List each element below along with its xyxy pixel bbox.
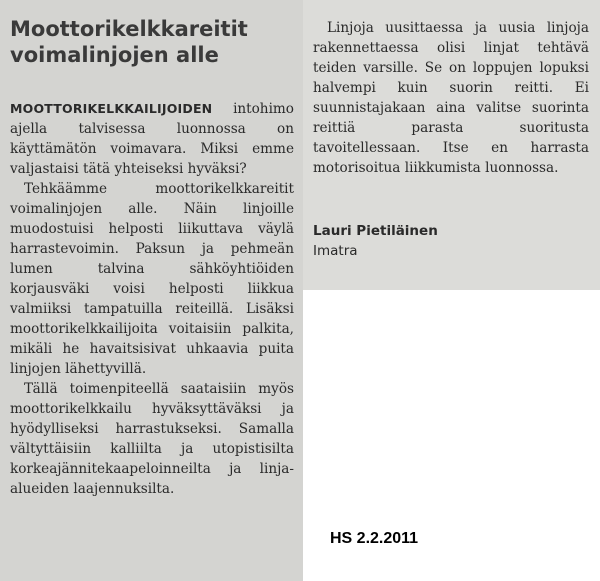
paragraph-2: Tehkäämme moottorikelkkareitit voimalinjojen alle. Näin linjoille muodostuisi helposti liikuttava väylä harrastevoimin. Paksun ja pehmeän lumen talvina sähköyhtiöiden korjausväki voisi helposti liikkua valmiiksi tampatuilla reiteillä. Lisäksi moottorikelkkailijoita voitaisiin palkita, mikäli he havaitsisivat uhkaavia puita linjojen lähettyvillä.	[10, 181, 294, 377]
paragraph-3: Tällä toimenpiteellä saataisiin myös moottorikelkkailu hyväksyttäväksi ja hyödylliseksi harrastukseksi. Samalla vältyttäisiin kalliilta ja utopistisilta korkeajännitekaapeloinneilta ja linja-alueiden laajennuksilta.	[10, 381, 294, 497]
signature	[313, 221, 589, 261]
paragraph-4: Linjoja uusittaessa ja uusia linjoja rakennettaessa olisi linjat tehtävä teiden varsille. Se on loppujen lopuksi halvempi kuin suorin reitti. Ei suunnistajakaan aina valitse suorinta reittiä parasta suoritusta tavoitellessaan. Itse en harrasta motorisoitua liikkumista luonnossa.	[313, 20, 589, 176]
source-label: HS 2.2.2011	[330, 530, 419, 547]
author-city: Imatra	[313, 243, 358, 259]
article-headline: Moottorikelkkareitit voimalinjojen alle	[10, 17, 248, 67]
lead-paragraph-text: intohimo ajella talvisessa luonnossa on käyttämätön voimavara. Miksi emme valjastaisi tätä yhteiseksi hyväksi?	[10, 101, 294, 177]
article-column-2	[313, 18, 589, 178]
lead-word: MOOTTORIKELKKAILIJOIDEN	[10, 101, 213, 116]
article-column-1	[10, 99, 294, 499]
lead-paragraph	[10, 99, 294, 179]
author-name: Lauri Pietiläinen	[313, 223, 438, 239]
